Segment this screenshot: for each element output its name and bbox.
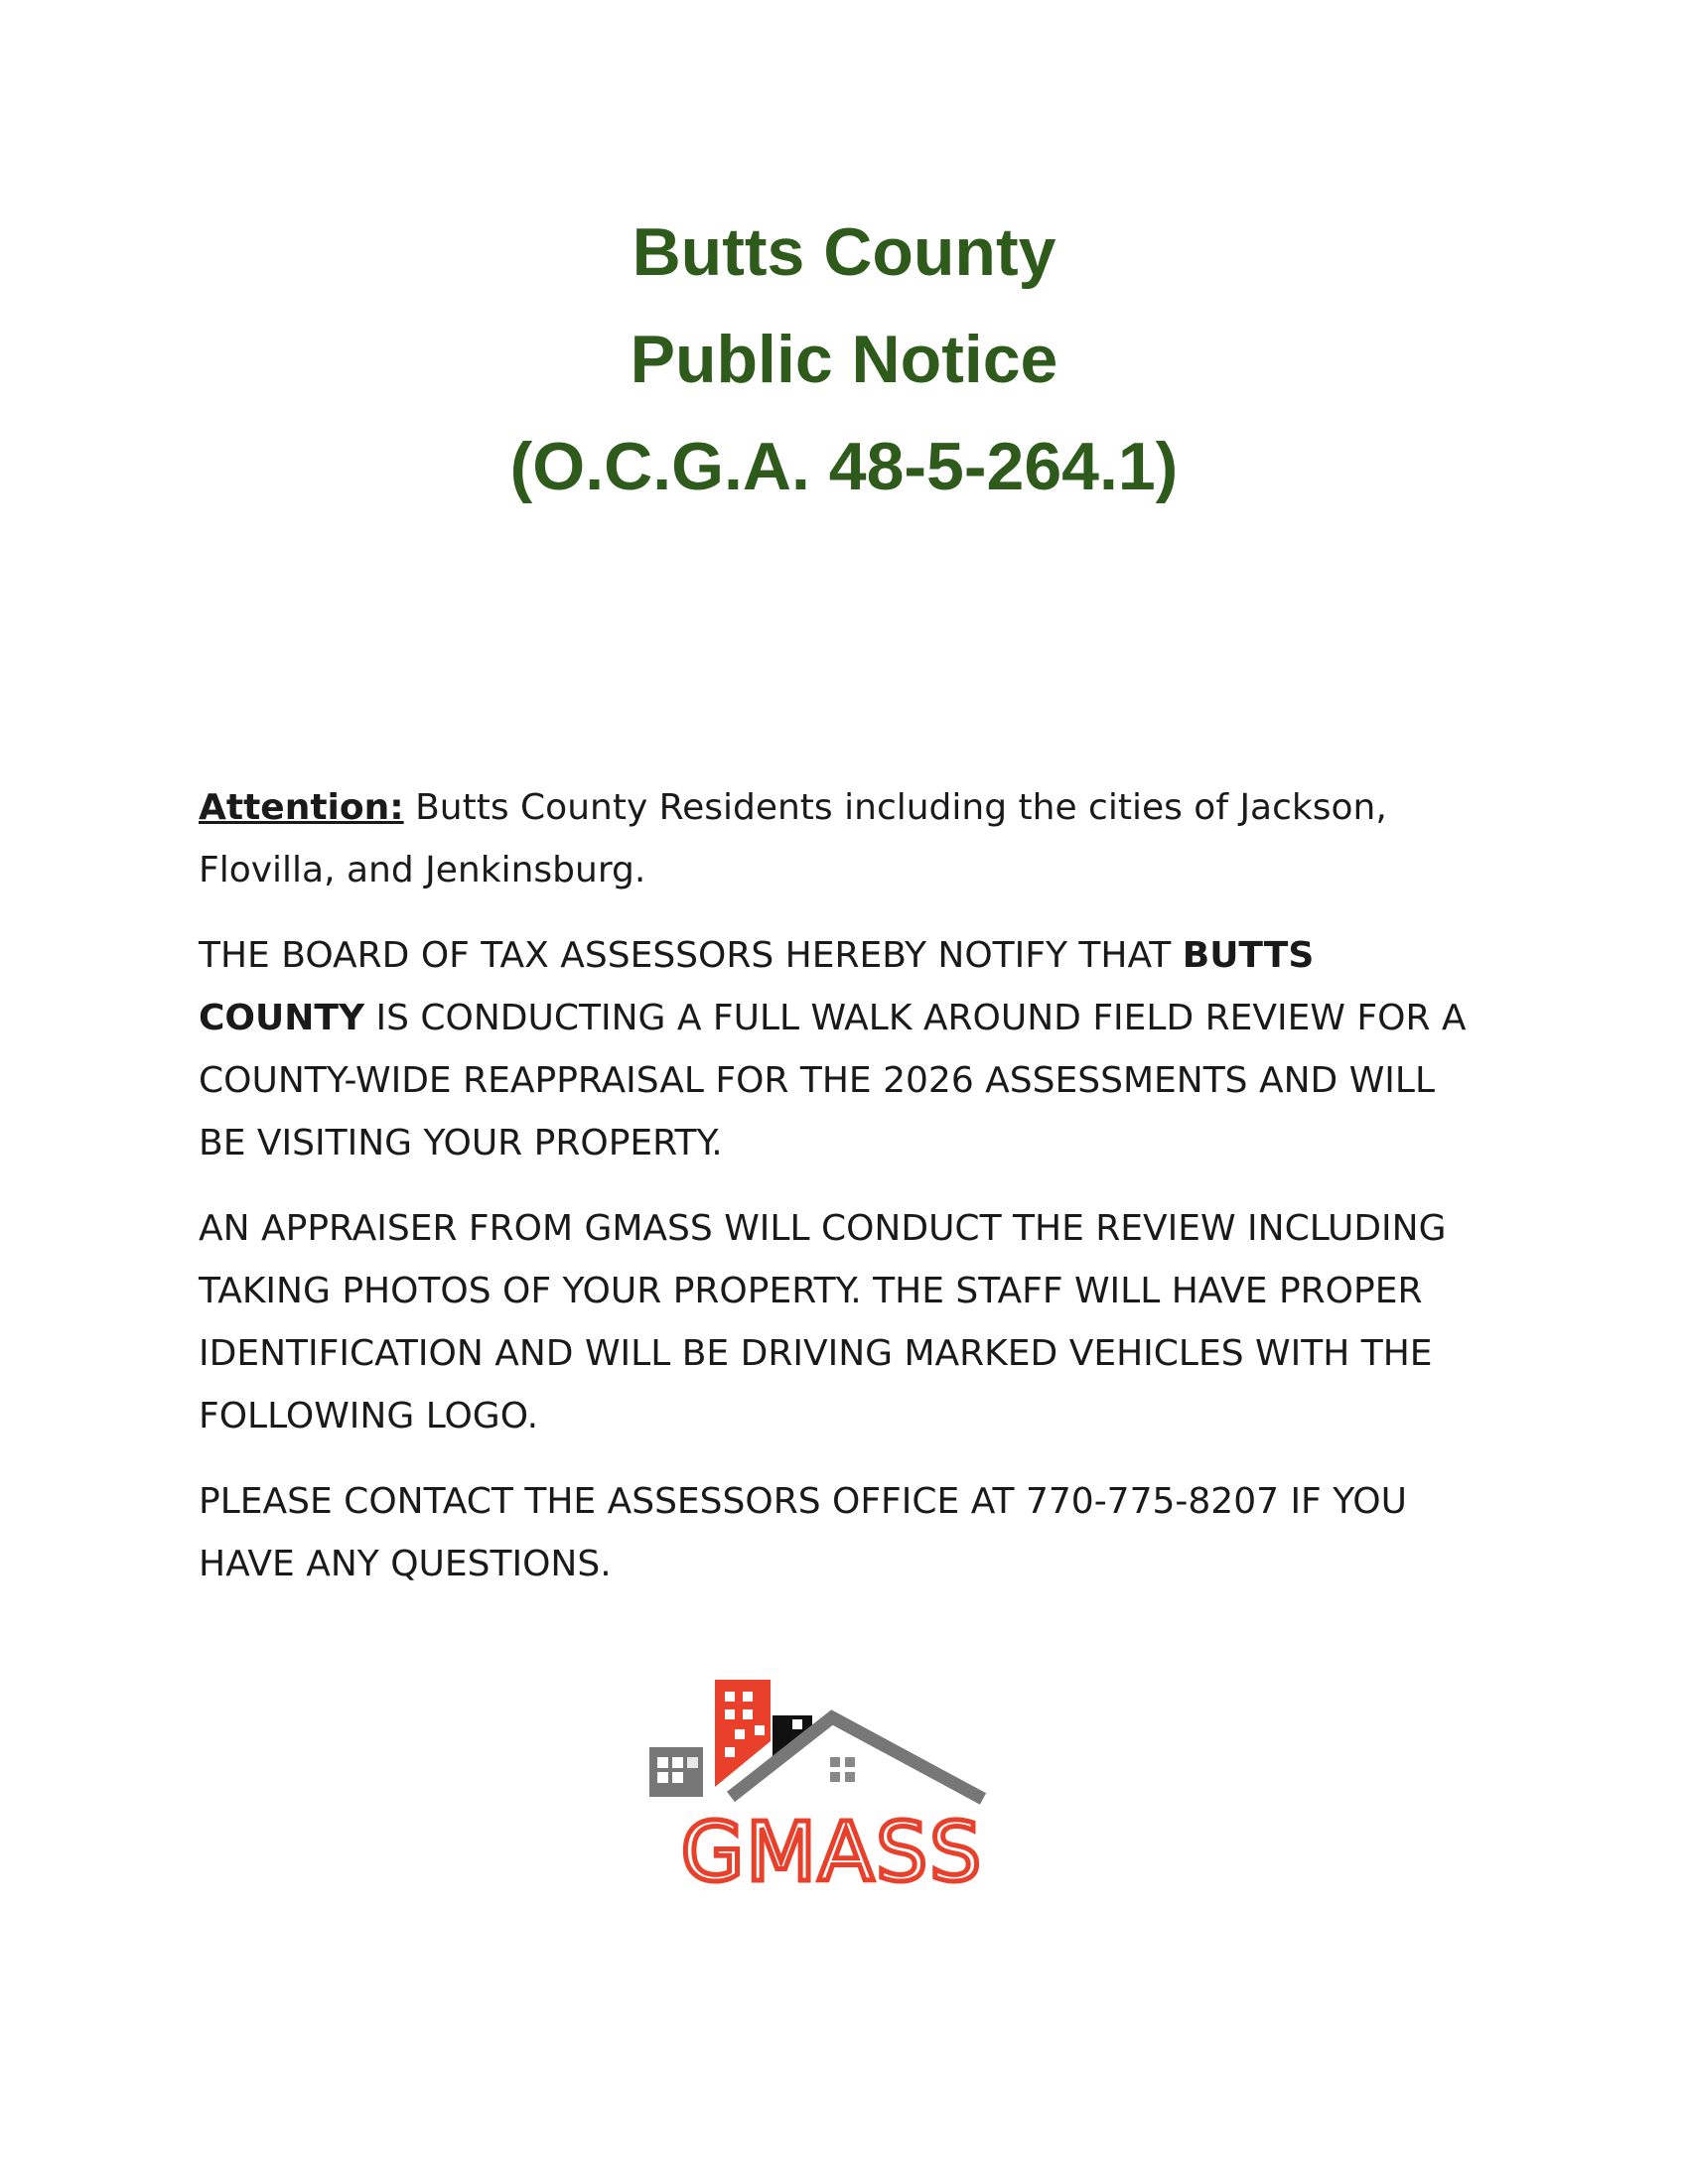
appraiser-paragraph: AN APPRAISER FROM GMASS WILL CONDUCT THE REVIEW INCLUDING TAKING PHOTOS OF YOUR PROPERTY. THE STAFF WILL HAVE PROPER IDENTIFICATION AND WILL BE DRIVING MARKED VEHICLES WITH THE FOLLOWING LOGO. — [199, 1208, 1447, 1436]
review-text-part1: THE BOARD OF TAX ASSESSORS HEREBY NOTIFY THAT — [199, 935, 1183, 976]
gmass-logo — [643, 1670, 1021, 1898]
notice-header — [0, 199, 1688, 520]
logo-wordmark: GMASS — [680, 1806, 984, 1898]
attention-label: Attention: — [199, 787, 404, 828]
statute-reference: (O.C.G.A. 48-5-264.1) — [509, 429, 1179, 504]
review-paragraph — [199, 924, 1489, 1174]
county-title: Butts County — [632, 214, 1056, 290]
contact-paragraph: PLEASE CONTACT THE ASSESSORS OFFICE AT 770-775-8207 IF YOU HAVE ANY QUESTIONS. — [199, 1481, 1407, 1584]
review-text-part2: IS CONDUCTING A FULL WALK AROUND FIELD REVIEW FOR A COUNTY-WIDE REAPPRAISAL FOR THE 2026 ASSESSMENTS AND WILL BE VISITING YOUR PROPERTY. — [199, 998, 1467, 1163]
notice-body — [199, 776, 1489, 1618]
attention-text: Butts County Residents including the cities of Jackson, Flovilla, and Jenkinsburg. — [199, 787, 1387, 890]
attention-paragraph — [199, 776, 1489, 901]
notice-title: Public Notice — [630, 322, 1058, 397]
county-name-bold: BUTTS COUNTY — [199, 935, 1315, 1038]
